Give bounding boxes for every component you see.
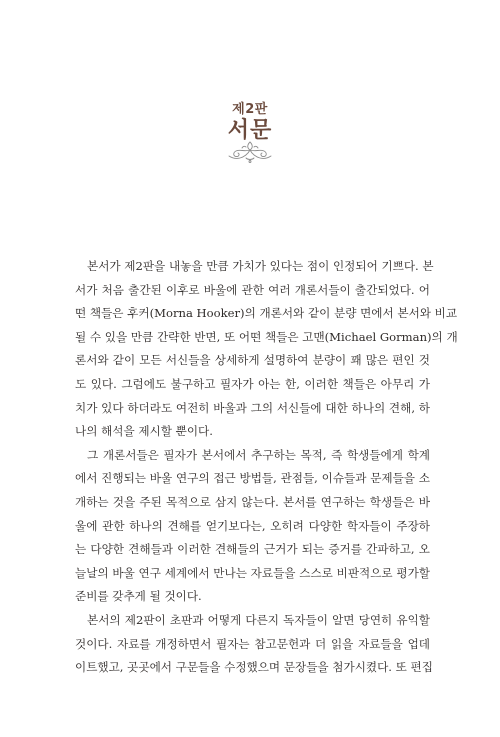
preface-body — [75, 255, 458, 680]
page-title: 서문 — [227, 118, 273, 143]
paragraph-line: 본서가 제2판을 내놓을 만큼 가치가 있다는 점이 인정되어 기쁘다. 본 — [87, 259, 434, 273]
paragraph-line: 늘날의 바울 연구 세계에서 만나는 자료들을 스스로 비판적으로 평가할 — [75, 565, 430, 580]
paragraph-line: 치가 있다 하더라도 여전히 바울과 그의 서신들에 대한 하나의 견해, 하 — [75, 400, 430, 415]
paragraph-line: 울에 관한 하나의 견해를 얻기보다는, 오히려 다양한 학자들이 주장하 — [75, 518, 430, 533]
paragraph-line: 그 개론서들은 필자가 본서에서 추구하는 목적, 즉 학생들에게 학계 — [87, 447, 430, 462]
edition-label: 제2판 — [232, 102, 268, 117]
paragraph-line: 떤 책들은 후커(Morna Hooker)의 개론서와 같이 분량 면에서 본서와 비교 — [75, 306, 458, 321]
paragraph-line: 나의 해석을 제시할 뿐이다. — [75, 424, 213, 439]
paragraph-line: 는 다양한 견해들과 이러한 견해들의 근거가 되는 증거를 간파하고, 오 — [75, 542, 430, 557]
paragraph-line: 본서의 제2판이 초판과 어떻게 다른지 독자들이 알면 당연히 유익할 — [87, 612, 430, 627]
paragraph-line: 개하는 것을 주된 목적으로 삼지 않는다. 본서를 연구하는 학생들은 바 — [75, 494, 430, 509]
paragraph-line: 에서 진행되는 바울 연구의 접근 방법들, 관점들, 이슈들과 문제들을 소 — [75, 471, 430, 486]
paragraph-line: 이트했고, 곳곳에서 구문들을 수정했으며 문장들을 첨가시켰다. 또 편집 — [75, 660, 433, 675]
flourish-divider-icon — [228, 138, 272, 164]
paragraph-line: 론서와 같이 모든 서신들을 상세하게 설명하여 분량이 꽤 많은 편인 것 — [75, 353, 430, 368]
paragraph-line: 도 있다. 그럼에도 불구하고 필자가 아는 한, 이러한 책들은 아무리 가 — [75, 376, 430, 391]
paragraph-line: 것이다. 자료를 개정하면서 필자는 참고문헌과 더 읽을 자료들을 업데 — [75, 636, 430, 651]
paragraph-line: 준비를 갖추게 될 것이다. — [75, 589, 202, 604]
paragraph-line: 서가 처음 출간된 이후로 바울에 관한 여러 개론서들이 출간되었다. 어 — [75, 282, 430, 297]
paragraph-line: 될 수 있을 만큼 간략한 반면, 또 어떤 책들은 고맨(Michael Gorman)의 개 — [75, 329, 458, 344]
